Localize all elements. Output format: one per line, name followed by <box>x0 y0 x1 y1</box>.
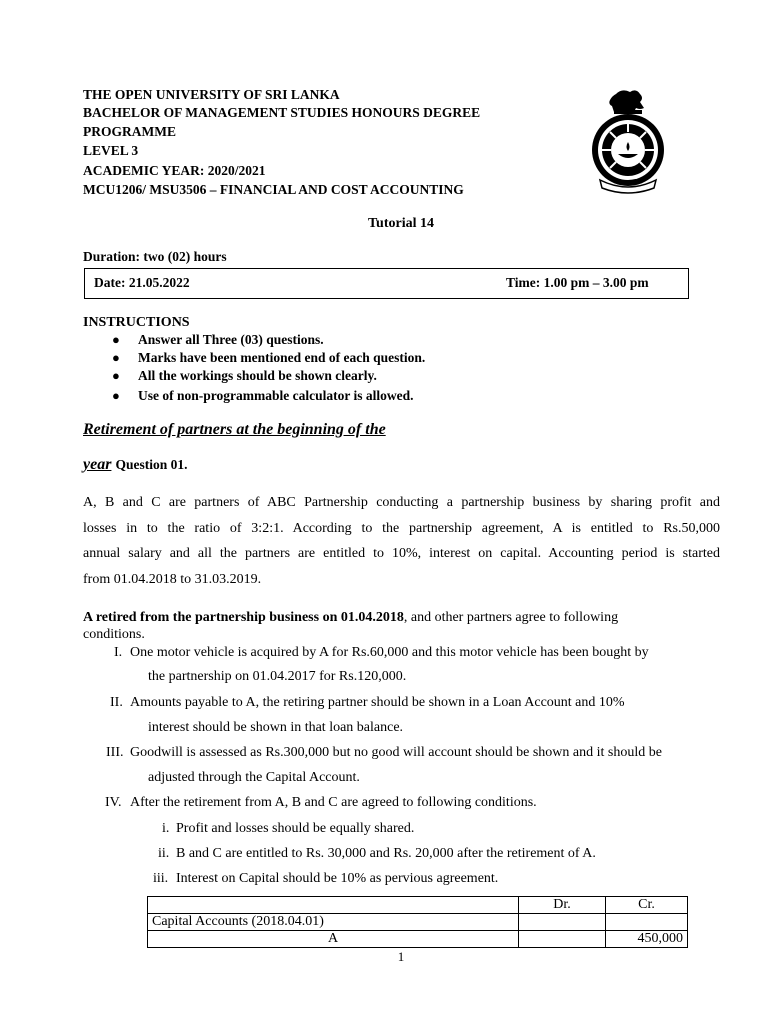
header-programme: PROGRAMME <box>83 124 176 139</box>
ledger-cr: 450,000 <box>606 931 688 948</box>
condition-text: One motor vehicle is acquired by A for Rs.60,000 and this motor vehicle has been bought by <box>130 645 649 660</box>
sub-condition-text: Interest on Capital should be 10% as pervious agreement. <box>176 871 499 886</box>
bullet-icon: ● <box>112 332 120 347</box>
retirement-sentence: A retired from the partnership business on 01.04.2018, and other partners agree to following <box>83 610 619 625</box>
sub-condition-number: i. <box>162 821 170 836</box>
sub-condition-number: ii. <box>158 846 170 861</box>
table-row <box>148 897 688 914</box>
table-row <box>148 931 688 948</box>
section-title-cont: year <box>83 456 112 473</box>
ledger-dr <box>519 914 606 931</box>
university-crest-icon <box>586 86 670 194</box>
exam-date: Date: 21.05.2022 <box>94 275 190 290</box>
section-title: Retirement of partners at the beginning of the <box>83 421 386 438</box>
exam-time: Time: 1.00 pm – 3.00 pm <box>506 275 649 290</box>
table-cell <box>148 897 519 914</box>
ledger-cr <box>606 914 688 931</box>
condition-text: Amounts payable to A, the retiring partner should be shown in a Loan Account and 10% <box>130 695 625 710</box>
condition-number: I. <box>114 645 123 660</box>
sub-condition-text: B and C are entitled to Rs. 30,000 and Rs. 20,000 after the retirement of A. <box>176 846 596 861</box>
header-course: MCU1206/ MSU3506 – FINANCIAL AND COST ACCOUNTING <box>83 182 464 197</box>
cr-header: Cr. <box>606 897 688 914</box>
duration: Duration: two (02) hours <box>83 249 227 264</box>
condition-text: adjusted through the Capital Account. <box>148 770 360 785</box>
instructions-heading: INSTRUCTIONS <box>83 315 190 330</box>
table-row <box>148 914 688 931</box>
bullet-icon: ● <box>112 388 120 403</box>
page-number: 1 <box>397 949 405 964</box>
sub-condition-text: Profit and losses should be equally shared. <box>176 821 415 836</box>
sub-condition-number: iii. <box>153 871 169 886</box>
bullet-icon: ● <box>112 368 120 383</box>
question-paragraph: A, B and C are partners of ABC Partnership conducting a partnership business by sharing profit and losses in to the ratio of 3:2:1. According to the partnership agreement, A is entitled to Rs.50,000 annual salary and all the partners are entitled to 10%, interest on capital. Accounting period is started from 01.04.2018 to 31.03.2019. <box>83 495 720 587</box>
tutorial-title: Tutorial 14 <box>368 216 434 231</box>
ledger-label: Capital Accounts (2018.04.01) <box>148 914 519 931</box>
condition-text: interest should be shown in that loan balance. <box>148 720 404 735</box>
retirement-sentence-cont: conditions. <box>83 627 145 642</box>
dr-header: Dr. <box>519 897 606 914</box>
header-academic-year: ACADEMIC YEAR: 2020/2021 <box>83 163 266 178</box>
header-degree: BACHELOR OF MANAGEMENT STUDIES HONOURS DEGREE <box>83 105 481 120</box>
date-time-box <box>84 268 689 299</box>
condition-number: IV. <box>105 795 122 810</box>
header-level: LEVEL 3 <box>83 143 139 158</box>
bullet-icon: ● <box>112 350 120 365</box>
condition-number: II. <box>110 695 123 710</box>
ledger-label: A <box>148 931 519 948</box>
condition-text: After the retirement from A, B and C are agreed to following conditions. <box>130 795 537 810</box>
condition-text: the partnership on 01.04.2017 for Rs.120,000. <box>148 669 407 684</box>
capital-ledger-table <box>147 896 688 948</box>
header-university: THE OPEN UNIVERSITY OF SRI LANKA <box>83 87 340 102</box>
condition-number: III. <box>106 745 124 760</box>
question-label: Question 01. <box>115 457 188 472</box>
condition-text: Goodwill is assessed as Rs.300,000 but no good will account should be shown and it should be <box>130 745 662 760</box>
ledger-dr <box>519 931 606 948</box>
